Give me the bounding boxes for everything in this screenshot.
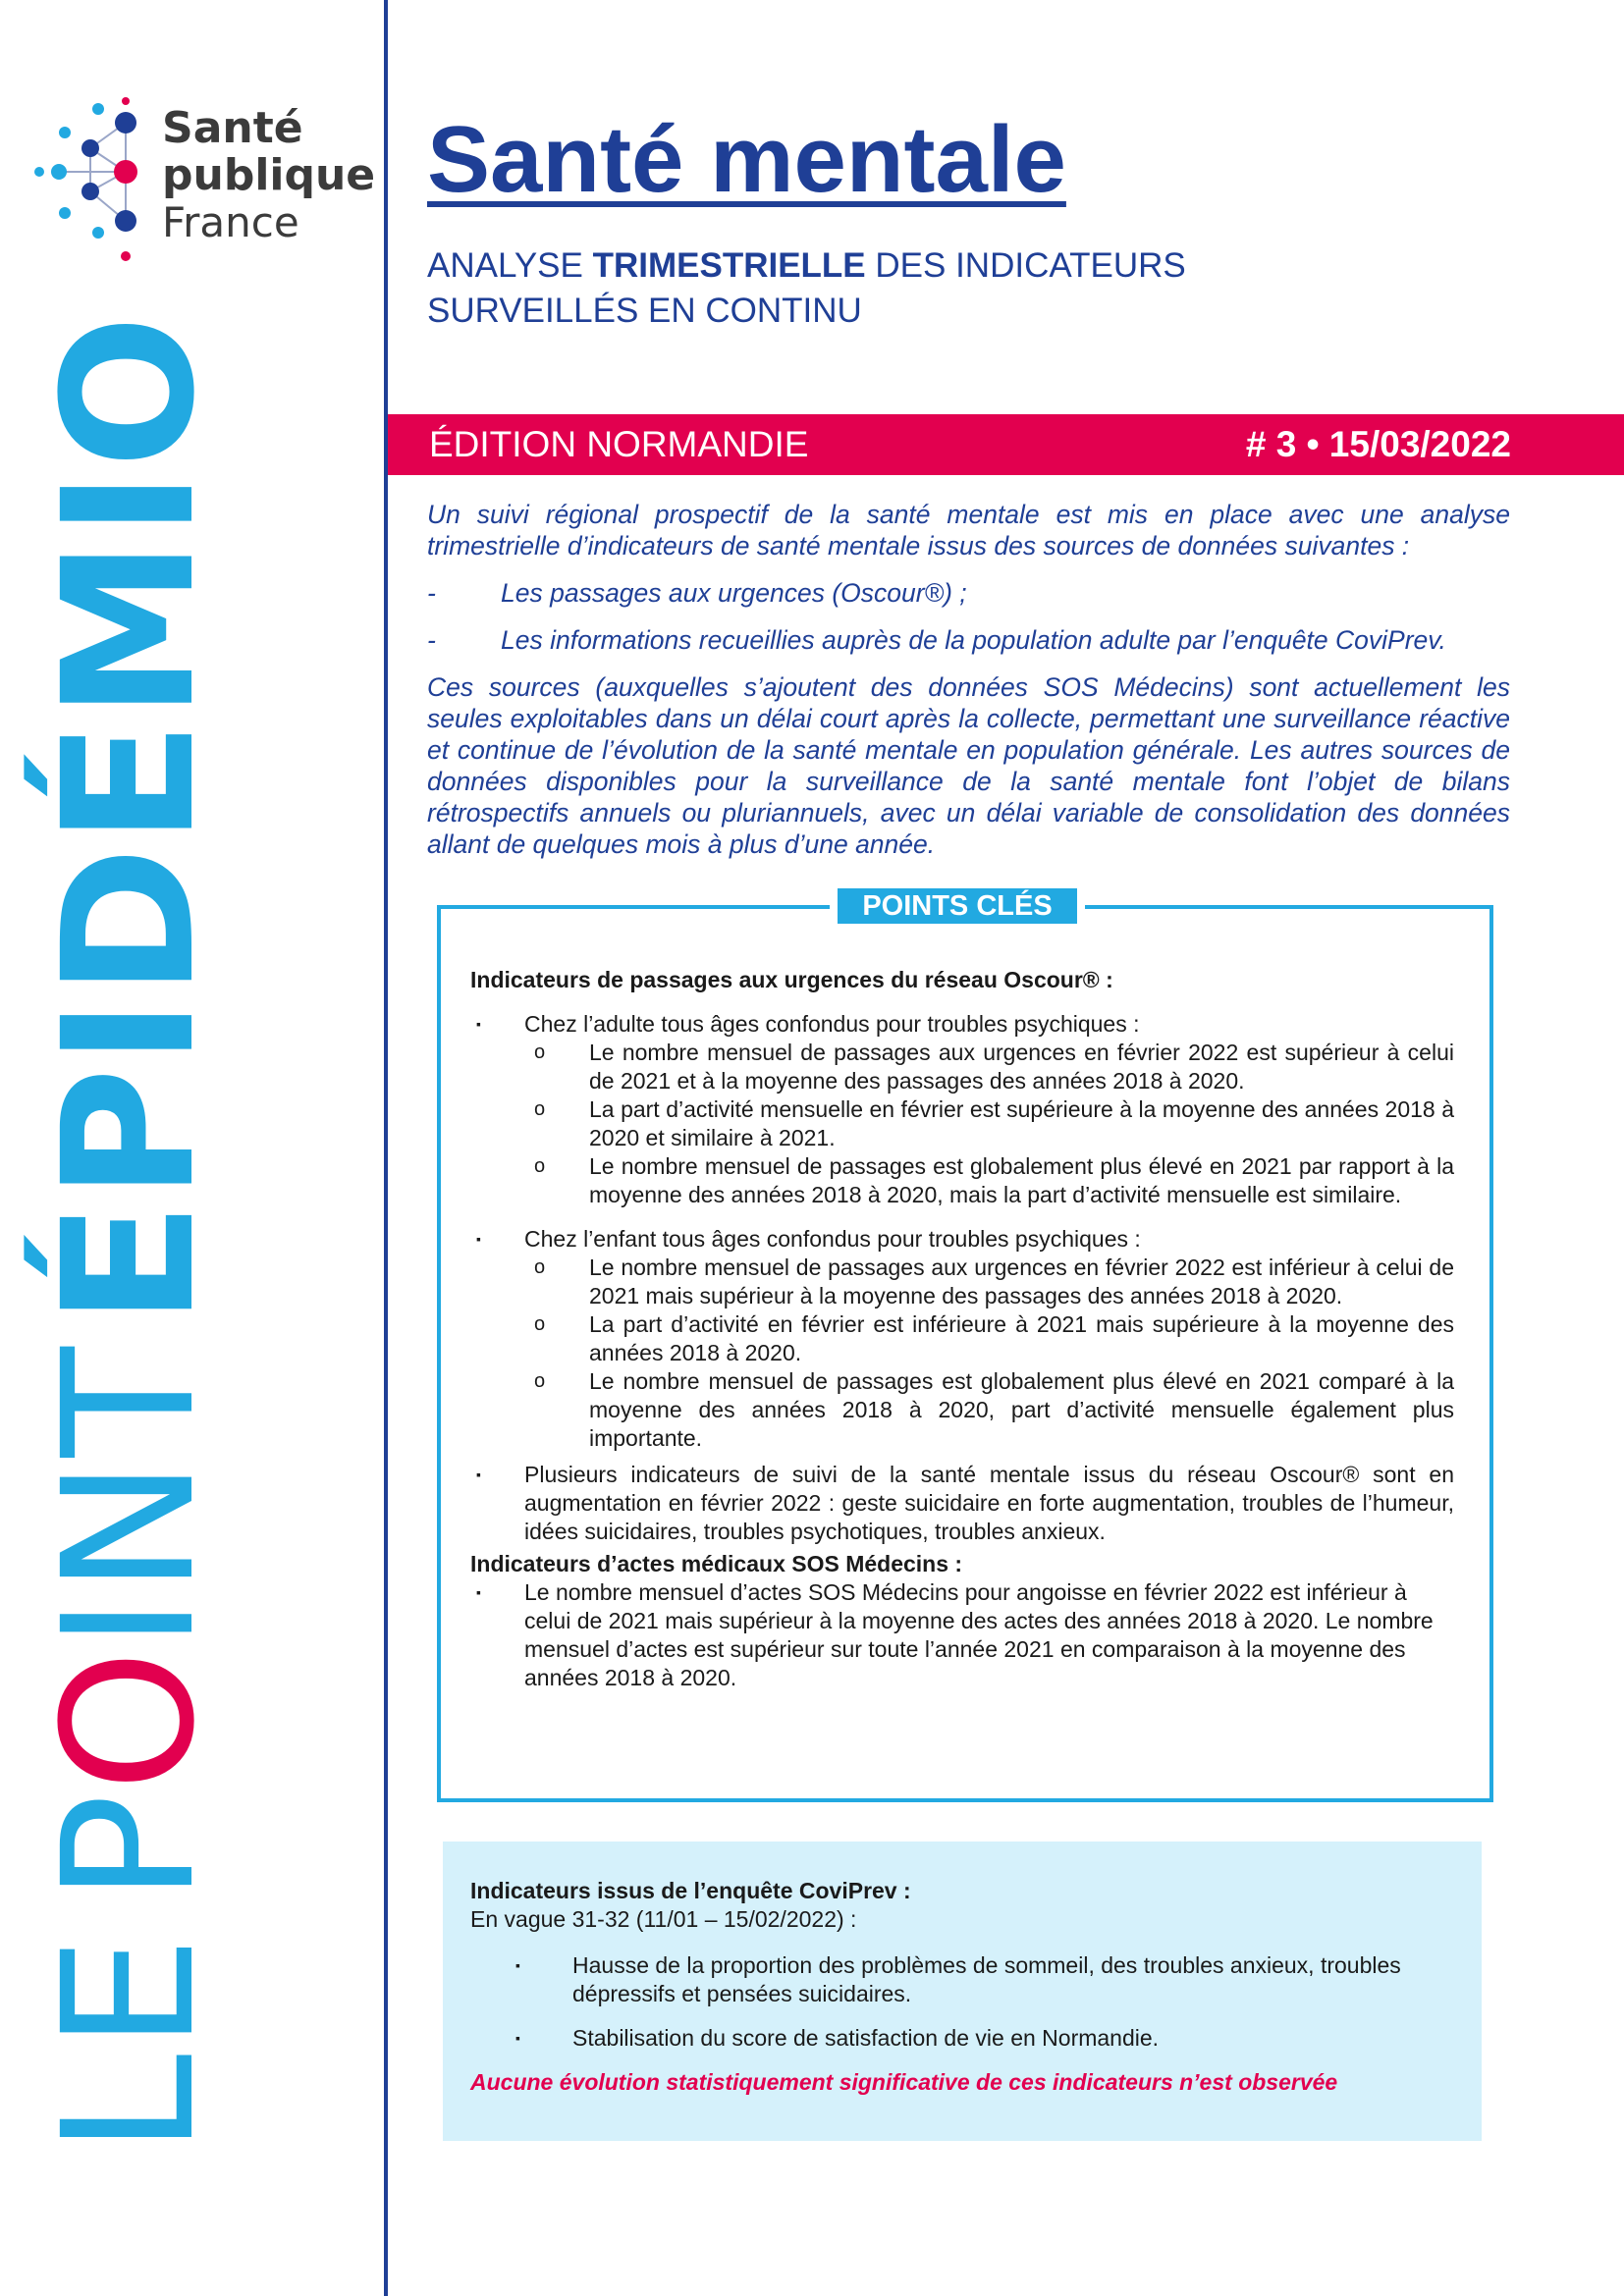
sos-heading: Indicateurs d’actes médicaux SOS Médecins : — [470, 1551, 963, 1576]
network-dots-icon — [29, 93, 157, 270]
square-bullet-icon: ▪ — [476, 1584, 481, 1600]
adult-intro: Chez l’adulte tous âges confondus pour troubles psychiques : — [524, 1011, 1140, 1037]
list-item — [470, 1010, 1454, 1209]
subtitle-part-c: DES INDICATEURS — [865, 246, 1186, 285]
page-title: Santé mentale — [427, 107, 1066, 212]
vertical-title-o: O — [25, 1649, 235, 1792]
intro-list-item — [427, 624, 1510, 656]
page-subtitle — [427, 243, 1409, 334]
logo-word-france: France — [162, 198, 299, 246]
logo-wordmark — [162, 105, 375, 246]
issue-number-date: # 3 • 15/03/2022 — [1245, 424, 1511, 464]
circle-bullet-icon: o — [534, 1313, 546, 1335]
circle-bullet-icon: o — [534, 1370, 546, 1392]
coviprev-wave: En vague 31-32 (11/01 – 15/02/2022) : — [470, 1906, 857, 1932]
list-item — [470, 1039, 1454, 1095]
list-item — [470, 1578, 1454, 1692]
list-item — [470, 1225, 1454, 1453]
adult-item: La part d’activité mensuelle en février est supérieure à la moyenne des années 2018 à 2020 et similaire à 2021. — [589, 1096, 1454, 1150]
logo-word-publique: publique — [162, 150, 376, 200]
points-cles-content — [470, 966, 1454, 1692]
sos-item: Le nombre mensuel d’actes SOS Médecins pour angoisse en février 2022 est inférieur à celui de 2021 mais supérieur à la moyenne des actes des années 2018 à 2020. Le nombre mensuel d’actes est supérieur sur toute l’année 2021 en comparaison à la moyenne des années 2018 à 2020. — [524, 1579, 1434, 1690]
logo-word-sante: Santé — [162, 103, 303, 153]
urgences-heading: Indicateurs de passages aux urgences du réseau Oscour® : — [470, 967, 1113, 992]
subtitle-part-a: ANALYSE — [427, 246, 593, 285]
le-point-epidemio-title — [25, 312, 235, 2155]
points-cles-title: POINTS CLÉS — [838, 888, 1077, 924]
list-item — [470, 2024, 1454, 2053]
square-bullet-icon: ▪ — [515, 1957, 520, 1973]
list-item — [470, 1461, 1454, 1546]
child-item: Le nombre mensuel de passages aux urgences en février 2022 est inférieur à celui de 2021 mais supérieur à la moyenne des passages des années 2018 à 2020. — [589, 1255, 1454, 1308]
coviprev-item: Hausse de la proportion des problèmes de sommeil, des troubles anxieux, troubles dépressifs et pensées suicidaires. — [572, 1952, 1401, 2006]
square-bullet-icon: ▪ — [515, 2030, 520, 2046]
circle-bullet-icon: o — [534, 1098, 546, 1120]
dash-marker: - — [427, 625, 436, 655]
square-bullet-icon: ▪ — [476, 1016, 481, 1032]
dash-marker: - — [427, 578, 436, 608]
list-item — [470, 1095, 1454, 1152]
vertical-title-p: P — [25, 1791, 235, 1903]
sante-publique-france-logo — [29, 93, 376, 270]
circle-bullet-icon: o — [534, 1256, 546, 1278]
points-cles-title-wrap — [830, 886, 1085, 924]
intro-paragraph-2: Ces sources (auxquelles s’ajoutent des données SOS Médecins) sont actuellement les seules exploitables dans un délai court après la collecte, permettant une surveillance réactive et continue de l’évolution de la santé mentale en population générale. Les autres sources de données disponibles pour la surveillance de la santé mentale font l’objet de bilans rétrospectifs annuels ou pluriannuels, avec un délai variable de consolidation des données allant de quelques mois à plus d’une année. — [427, 672, 1510, 859]
circle-bullet-icon: o — [534, 1155, 546, 1177]
oscour-summary: Plusieurs indicateurs de suivi de la santé mentale issus du réseau Oscour® sont en augmentation en février 2022 : geste suicidaire en forte augmentation, troubles de l’humeur, idées suicidaires, troubles psychotiques, troubles anxieux. — [524, 1462, 1454, 1544]
intro-item-coviprev: Les informations recueillies auprès de la population adulte par l’enquête CoviPrev. — [501, 625, 1446, 655]
vertical-title-le: LE — [25, 1932, 235, 2155]
list-item — [470, 1367, 1454, 1453]
list-item — [470, 1310, 1454, 1367]
adult-item: Le nombre mensuel de passages aux urgences en février 2022 est supérieur à celui de 2021 et à la moyenne des passages des années 2018 à 2020. — [589, 1040, 1454, 1094]
coviprev-note: Aucune évolution statistiquement significative de ces indicateurs n’est observée — [470, 2069, 1338, 2095]
edition-label: ÉDITION NORMANDIE — [429, 424, 809, 464]
child-item: La part d’activité en février est inférieure à 2021 mais supérieure à la moyenne des années 2018 à 2020. — [589, 1311, 1454, 1365]
list-item — [470, 1152, 1454, 1209]
child-intro: Chez l’enfant tous âges confondus pour troubles psychiques : — [524, 1226, 1141, 1252]
coviprev-heading: Indicateurs issus de l’enquête CoviPrev : — [470, 1878, 911, 1903]
vertical-title-int: INT — [25, 1345, 235, 1650]
list-item — [470, 1951, 1454, 2008]
edition-band — [388, 414, 1624, 475]
square-bullet-icon: ▪ — [476, 1231, 481, 1247]
vertical-title-epidemio: ÉPIDÉMIO — [25, 312, 235, 1326]
column-divider — [384, 0, 388, 2296]
circle-bullet-icon: o — [534, 1041, 546, 1063]
intro-paragraph-1: Un suivi régional prospectif de la santé mentale est mis en place avec une analyse trimestrielle d’indicateurs de santé mentale issus des sources de données suivantes : — [427, 500, 1510, 561]
subtitle-part-d: SURVEILLÉS EN CONTINU — [427, 292, 862, 330]
intro-list-item — [427, 577, 1510, 609]
coviprev-item: Stabilisation du score de satisfaction de vie en Normandie. — [572, 2025, 1160, 2051]
coviprev-content — [470, 1877, 1454, 2097]
child-item: Le nombre mensuel de passages est globalement plus élevé en 2021 comparé à la moyenne des années 2018 à 2020, part d’activité mensuelle également plus importante. — [589, 1368, 1454, 1451]
intro-section — [427, 499, 1510, 876]
square-bullet-icon: ▪ — [476, 1467, 481, 1482]
subtitle-part-b: TRIMESTRIELLE — [592, 246, 866, 285]
list-item — [470, 1254, 1454, 1310]
intro-item-oscour: Les passages aux urgences (Oscour®) ; — [501, 578, 967, 608]
adult-item: Le nombre mensuel de passages est globalement plus élevé en 2021 par rapport à la moyenne des années 2018 à 2020, mais la part d’activité mensuelle est similaire. — [589, 1153, 1454, 1207]
